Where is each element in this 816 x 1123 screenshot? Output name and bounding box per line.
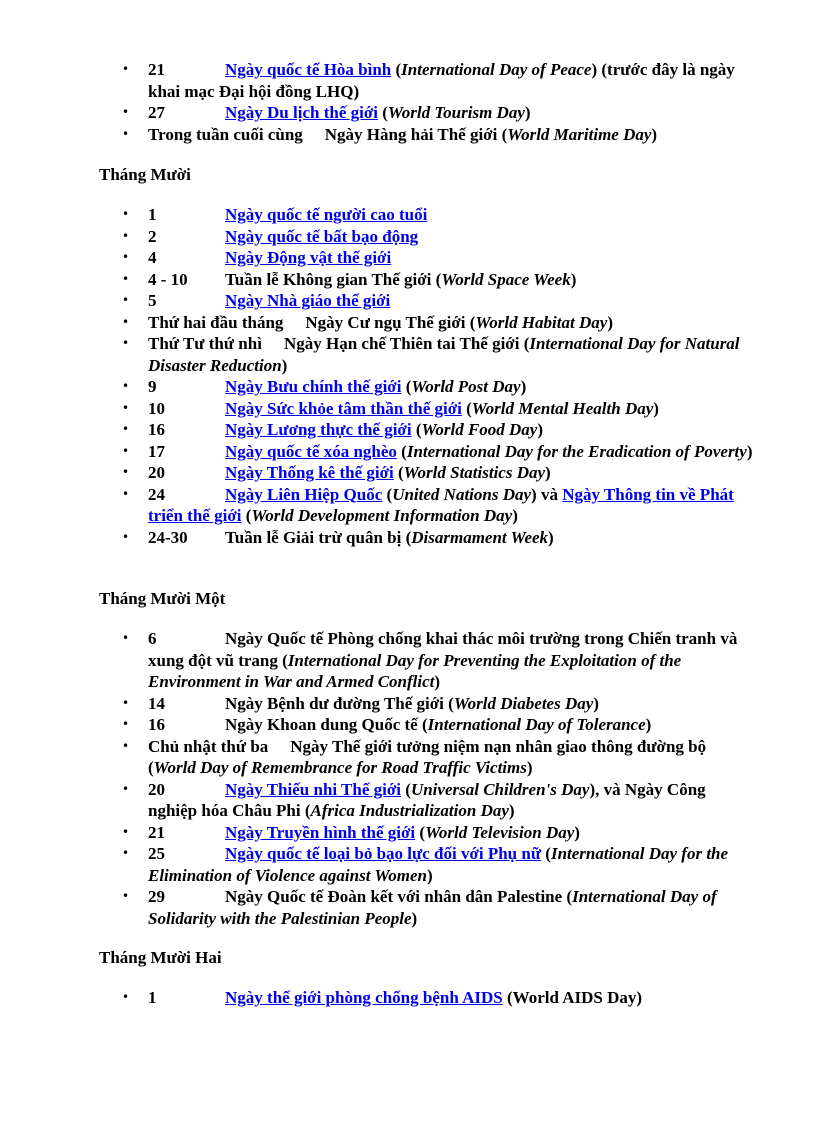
month-heading-november: Tháng Mười Một xyxy=(99,589,226,608)
list-item xyxy=(0,247,816,269)
list-item: • 27 Ngày Du lịch thế giới (World Tourism Day) xyxy=(0,102,816,124)
english-name: World Tourism Day xyxy=(387,103,525,122)
list-item: • 16 Ngày Lương thực thế giới (World Food Day) xyxy=(0,419,816,441)
list-item: • Thứ hai đầu tháng Ngày Cư ngụ Thế giới (World Habitat Day) xyxy=(0,312,816,334)
observance-link[interactable]: Ngày quốc tế loại bỏ bạo lực đối với Phụ nữ xyxy=(225,844,542,863)
observance-name: Tuần lễ Giải trừ quân bị xyxy=(225,527,402,547)
observance-name: Ngày Hàng hải Thế giới xyxy=(324,124,498,144)
december-observance-list xyxy=(0,987,816,1009)
english-name: World AIDS Day xyxy=(512,988,637,1007)
observance-name: Tuần lễ Không gian Thế giới xyxy=(225,269,432,289)
connector-text: , và Ngày Công nghiệp hóa Châu Phi xyxy=(148,779,706,820)
list-item: • 20 Ngày Thiếu nhi Thế giới (Universal Children's Day), và Ngày Công nghiệp hóa Châu Phi (Africa Industrialization Day) xyxy=(0,779,816,822)
observance-name: Ngày Quốc tế Đoàn kết với nhân dân Palestine xyxy=(225,887,563,906)
english-name: World Space Week xyxy=(441,269,571,289)
list-item xyxy=(0,204,816,226)
observance-date: 20 xyxy=(148,779,165,799)
observance-date: 5 xyxy=(148,291,157,310)
observance-link[interactable]: Ngày Bưu chính thế giới xyxy=(225,377,402,396)
english-name: World Post Day xyxy=(411,377,521,396)
english-name: World Television Day xyxy=(425,822,575,842)
list-item: • 25 Ngày quốc tế loại bỏ bạo lực đối với Phụ nữ (International Day for the Elimination of Violence against Women) xyxy=(0,843,816,886)
list-item: • 24 Ngày Liên Hiệp Quốc (United Nations Day) và Ngày Thông tin về Phát triển thế giới (World Development Information Day) xyxy=(0,484,816,527)
list-item: • Thứ Tư thứ nhì Ngày Hạn chế Thiên tai Thế giới (International Day for Natural Disaster Reduction) xyxy=(0,333,816,376)
observance-link[interactable]: Ngày Liên Hiệp Quốc xyxy=(225,484,383,504)
observance-link[interactable]: Ngày Động vật thế giới xyxy=(225,248,392,267)
english-name: International Day for the Elimination of Violence against Women xyxy=(148,844,729,885)
list-item: • 14 Ngày Bệnh dư đường Thế giới (World Diabetes Day) xyxy=(0,693,816,715)
list-item: • 24-30 Tuần lễ Giải trừ quân bị (Disarmament Week) xyxy=(0,527,816,549)
observance-date: 29 xyxy=(148,887,165,906)
english-name: Disarmament Week xyxy=(411,527,549,547)
list-item: • 20 Ngày Thống kê thế giới (World Statistics Day) xyxy=(0,462,816,484)
list-item: • 21 Ngày quốc tế Hòa bình (International Day of Peace) (trước đây là ngày khai mạc Đại hội đồng LHQ) xyxy=(0,59,816,102)
english-name-secondary: Africa Industrialization Day xyxy=(310,801,509,820)
observance-name: Ngày Bệnh dư đường Thế giới xyxy=(225,693,444,713)
observance-name: Ngày Cư ngụ Thế giới xyxy=(305,312,466,332)
english-name: World Food Day xyxy=(421,420,538,439)
observance-link-secondary[interactable]: Ngày Thông tin về Phát triển thế giới xyxy=(148,484,734,525)
observance-date: 14 xyxy=(148,693,165,713)
list-item xyxy=(0,226,816,248)
observance-date: 4 xyxy=(148,248,157,267)
english-name: International Day of Tolerance xyxy=(427,715,646,734)
observance-link[interactable]: Ngày quốc tế Hòa bình xyxy=(225,60,392,79)
observance-date: 17 xyxy=(148,441,165,461)
observance-date: 24 xyxy=(148,484,165,504)
observance-date: 1 xyxy=(148,205,157,224)
observance-name: Ngày Khoan dung Quốc tế xyxy=(225,715,418,734)
list-item: • 9 Ngày Bưu chính thế giới (World Post Day) xyxy=(0,376,816,398)
english-name: World Habitat Day xyxy=(475,312,608,332)
list-item: • 10 Ngày Sức khỏe tâm thần thế giới (World Mental Health Day) xyxy=(0,398,816,420)
english-name: United Nations Day xyxy=(392,484,532,504)
observance-date: Thứ hai đầu tháng xyxy=(148,312,284,332)
observance-name: Ngày Hạn chế Thiên tai Thế giới xyxy=(283,334,520,353)
list-item: • 16 Ngày Khoan dung Quốc tế (International Day of Tolerance) xyxy=(0,714,816,736)
observance-date: Chủ nhật thứ ba xyxy=(148,736,269,756)
english-name: International Day of Solidarity with the Palestinian People xyxy=(148,887,717,928)
list-item: • Trong tuần cuối cùng Ngày Hàng hải Thế giới (World Maritime Day) xyxy=(0,124,816,146)
observance-date: 9 xyxy=(148,377,157,396)
observance-link[interactable]: Ngày Truyền hình thế giới xyxy=(225,822,416,842)
observance-link[interactable]: Ngày quốc tế xóa nghèo xyxy=(225,441,397,461)
list-item: • 1 Ngày thế giới phòng chống bệnh AIDS (World AIDS Day) xyxy=(0,987,816,1009)
observance-link[interactable]: Ngày Nhà giáo thế giới xyxy=(225,291,391,310)
observance-link[interactable]: Ngày Thiếu nhi Thế giới xyxy=(225,779,402,799)
observance-link[interactable]: Ngày Lương thực thế giới xyxy=(225,420,412,439)
observance-date: Thứ Tư thứ nhì xyxy=(148,334,262,353)
list-item: • 6 Ngày Quốc tế Phòng chống khai thác môi trường trong Chiến tranh và xung đột vũ trang (International Day for Preventing the Exploitation of the Environment in War and Armed Conflict) xyxy=(0,628,816,693)
connector-text: và xyxy=(536,484,563,504)
list-item: • Chủ nhật thứ ba Ngày Thế giới tưởng niệm nạn nhân giao thông đường bộ (World Day of Remembrance for Road Traffic Victims) xyxy=(0,736,816,779)
observance-date: 4 - 10 xyxy=(148,269,188,289)
english-name: International Day for Preventing the Exploitation of the Environment in War and Armed Conflict xyxy=(148,650,682,691)
english-name: International Day of Peace xyxy=(401,60,592,79)
month-heading-december: Tháng Mười Hai xyxy=(99,948,222,967)
english-name: World Maritime Day xyxy=(507,124,652,144)
observance-link[interactable]: Ngày Du lịch thế giới xyxy=(225,103,378,122)
observance-date: 2 xyxy=(148,226,157,246)
observance-date: 16 xyxy=(148,420,165,439)
observance-name: Ngày Thế giới tưởng niệm nạn nhân giao thông đường bộ xyxy=(290,736,707,756)
observance-date: 16 xyxy=(148,715,165,734)
english-name: Universal Children's Day xyxy=(410,779,590,799)
october-observance-list xyxy=(0,204,816,548)
observance-link[interactable]: Ngày thế giới phòng chống bệnh AIDS xyxy=(225,988,503,1007)
observance-link[interactable]: Ngày Thống kê thế giới xyxy=(225,463,394,482)
observance-date: 21 xyxy=(148,60,165,79)
english-name: World Statistics Day xyxy=(403,463,546,482)
observance-link[interactable]: Ngày Sức khỏe tâm thần thế giới xyxy=(225,398,462,418)
list-item: • 17 Ngày quốc tế xóa nghèo (International Day for the Eradication of Poverty) xyxy=(0,441,816,463)
list-item: • 4 - 10 Tuần lễ Không gian Thế giới (World Space Week) xyxy=(0,269,816,291)
observance-name: Ngày Quốc tế Phòng chống khai thác môi trường trong Chiến tranh và xung đột vũ trang xyxy=(148,629,738,670)
observance-date: 27 xyxy=(148,103,165,122)
observance-date: 10 xyxy=(148,398,165,418)
september-continued-list xyxy=(0,59,816,145)
english-name: International Day for Natural Disaster Reduction xyxy=(148,334,740,375)
observance-date: Trong tuần cuối cùng xyxy=(148,124,303,144)
english-name: International Day for the Eradication of Poverty xyxy=(406,441,747,461)
month-heading-october: Tháng Mười xyxy=(99,165,191,184)
november-observance-list xyxy=(0,628,816,929)
english-name: World Diabetes Day xyxy=(453,693,594,713)
observance-date: 24-30 xyxy=(148,527,188,547)
list-item: • 21 Ngày Truyền hình thế giới (World Television Day) xyxy=(0,822,816,844)
english-name: World Day of Remembrance for Road Traffic Victims xyxy=(153,758,527,777)
observance-date: 25 xyxy=(148,844,165,863)
observance-date: 21 xyxy=(148,822,165,842)
observance-link[interactable]: Ngày quốc tế người cao tuổi xyxy=(225,205,428,224)
list-item xyxy=(0,290,816,312)
observance-link[interactable]: Ngày quốc tế bất bạo động xyxy=(225,226,419,246)
list-item: • 29 Ngày Quốc tế Đoàn kết với nhân dân Palestine (International Day of Solidarity with the Palestinian People) xyxy=(0,886,816,929)
observance-date: 20 xyxy=(148,463,165,482)
english-name: World Mental Health Day xyxy=(471,398,654,418)
note-text: (trước đây là ngày khai mạc Đại hội đồng LHQ) xyxy=(148,60,735,101)
observance-date: 6 xyxy=(148,629,157,648)
english-name-secondary: World Development Information Day xyxy=(251,506,513,525)
observance-date: 1 xyxy=(148,988,157,1007)
